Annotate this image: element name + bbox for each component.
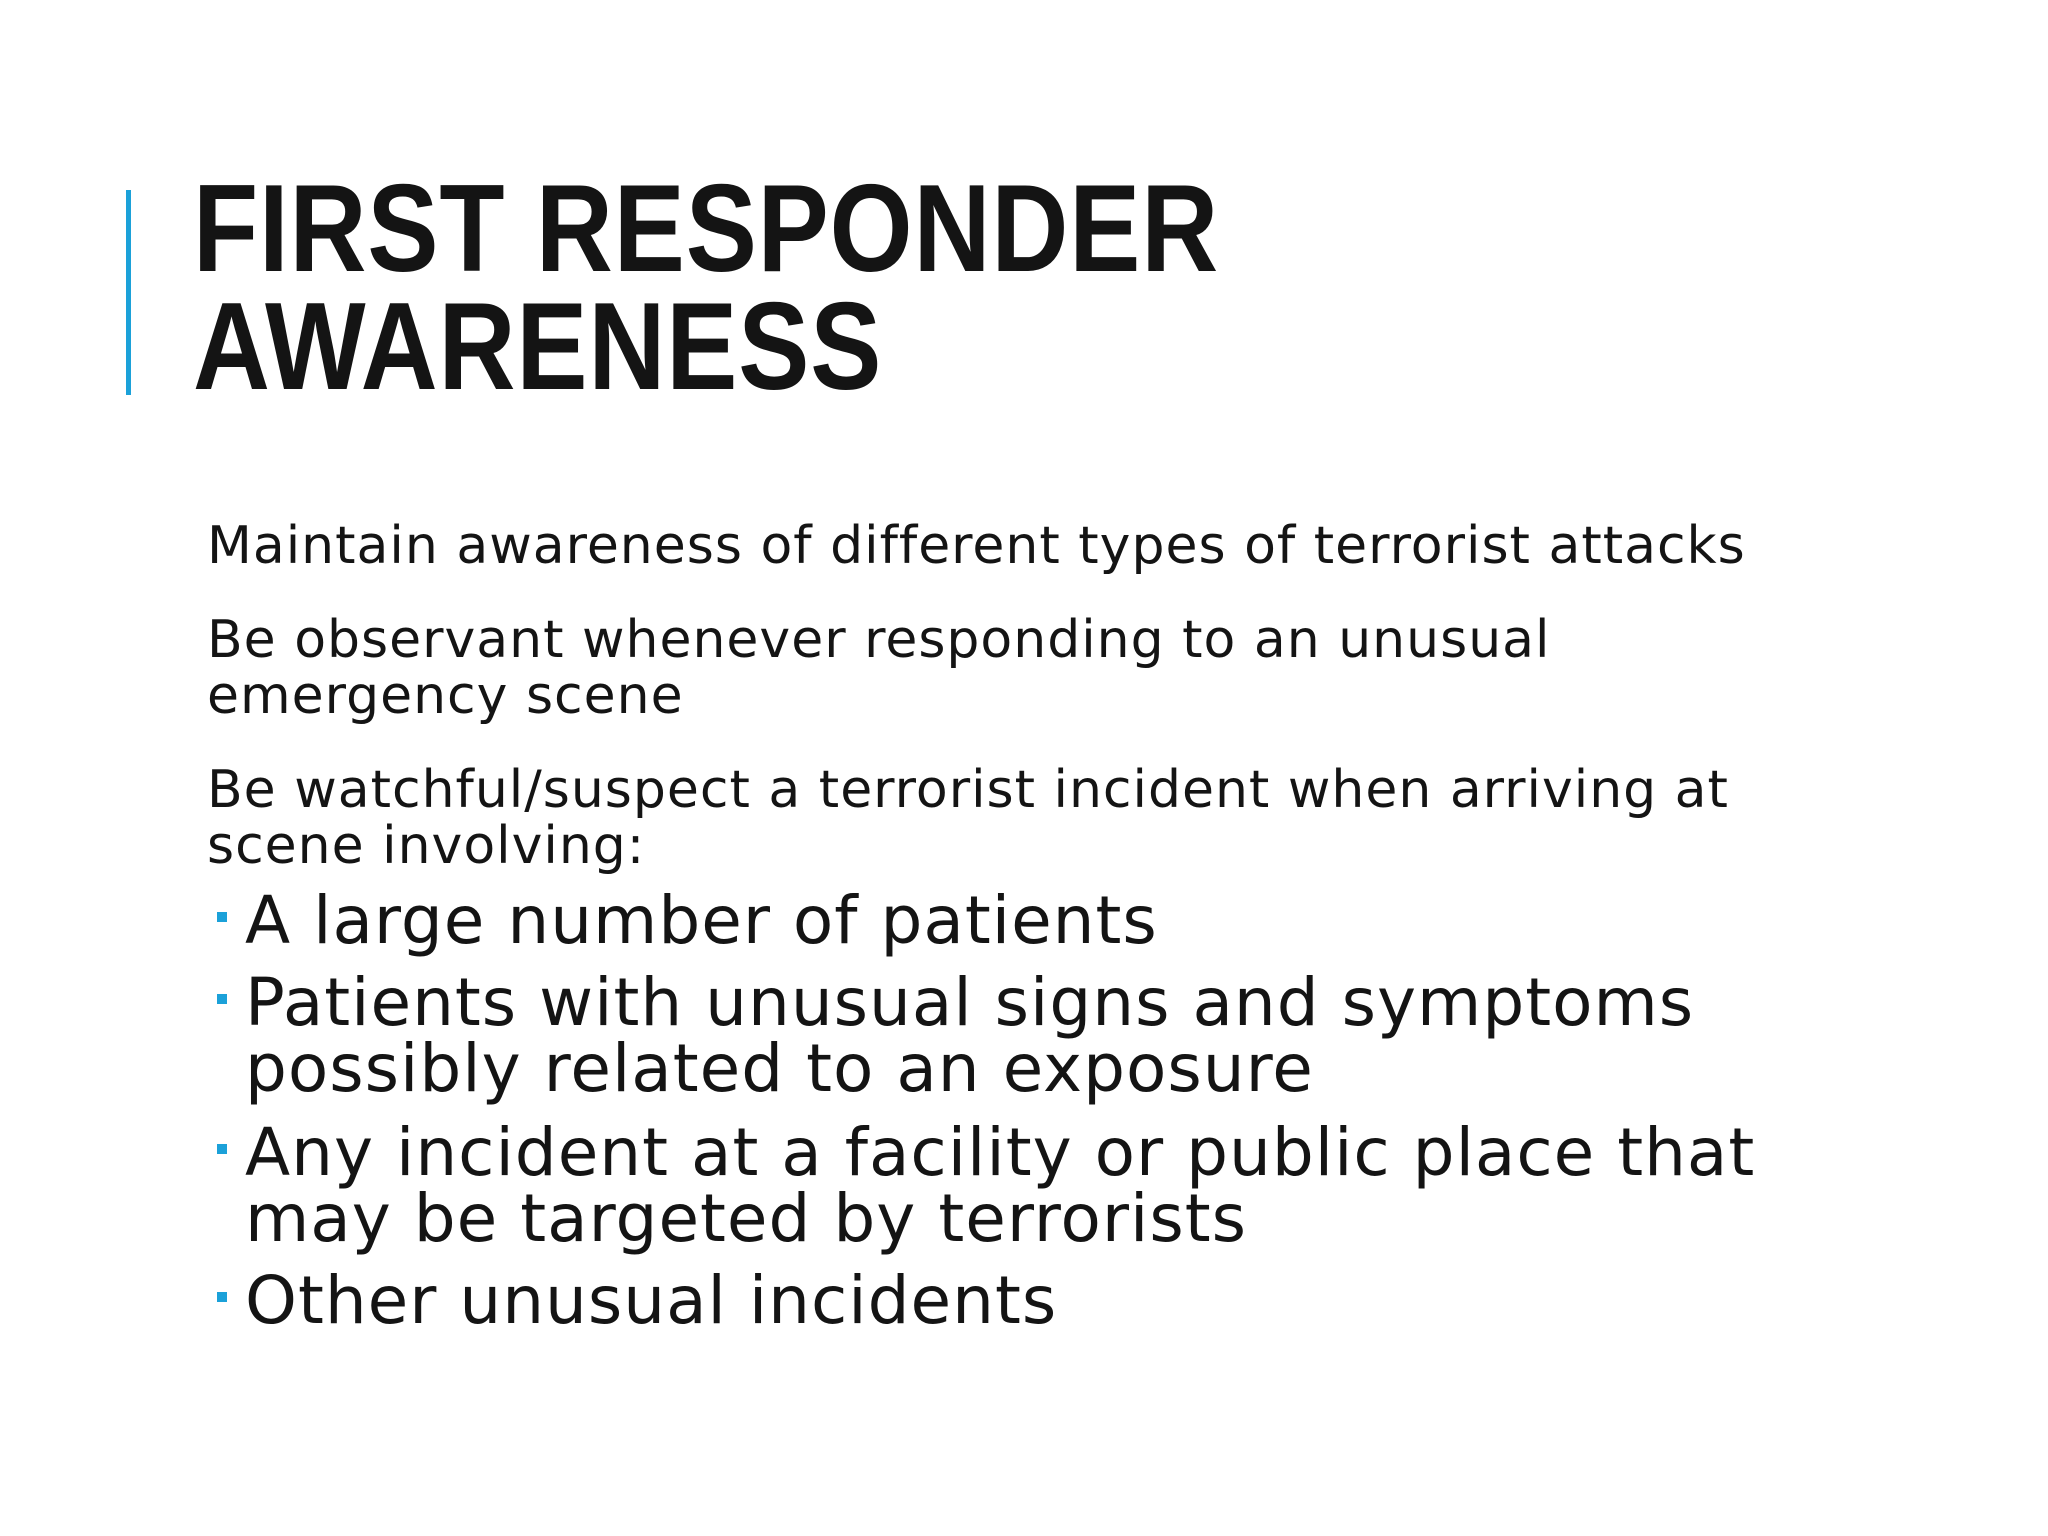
body-paragraph-3 bbox=[207, 762, 1729, 874]
body-paragraph-1 bbox=[207, 518, 1746, 574]
bullet-square-icon bbox=[217, 912, 227, 922]
bullet-item-4-text bbox=[245, 1262, 1058, 1339]
body-paragraph-2-line-1: Be observant whenever responding to an unusual bbox=[207, 610, 1551, 670]
bullet-item-3-text bbox=[245, 1114, 1756, 1257]
slide-title bbox=[193, 160, 1220, 416]
slide-title-line-2: AWARENESS bbox=[193, 278, 883, 416]
bullet-item-1-text bbox=[245, 882, 1158, 959]
bullet-item-3-line-2: may be targeted by terrorists bbox=[245, 1180, 1247, 1257]
bullet-square-icon bbox=[217, 1144, 227, 1154]
body-paragraph-2 bbox=[207, 612, 1550, 724]
body-paragraph-1-line-1: Maintain awareness of different types of terrorist attacks bbox=[207, 516, 1746, 576]
bullet-item-1-line-1: A large number of patients bbox=[245, 882, 1158, 959]
bullet-square-icon bbox=[217, 994, 227, 1004]
bullet-item-2-line-2: possibly related to an exposure bbox=[245, 1030, 1314, 1107]
bullet-item-2-text bbox=[245, 964, 1695, 1107]
body-paragraph-3-line-1: Be watchful/suspect a terrorist incident when arriving at bbox=[207, 760, 1729, 820]
bullet-item-3-line-1: Any incident at a facility or public place that bbox=[245, 1114, 1756, 1191]
bullet-square-icon bbox=[217, 1292, 227, 1302]
bullet-item-4-line-1: Other unusual incidents bbox=[245, 1262, 1058, 1339]
bullet-item-2-line-1: Patients with unusual signs and symptoms bbox=[245, 964, 1695, 1041]
body-paragraph-2-line-2: emergency scene bbox=[207, 666, 684, 726]
title-accent-bar bbox=[126, 190, 131, 395]
body-paragraph-3-line-2: scene involving: bbox=[207, 816, 646, 876]
slide-title-line-1: FIRST RESPONDER bbox=[193, 160, 1220, 298]
